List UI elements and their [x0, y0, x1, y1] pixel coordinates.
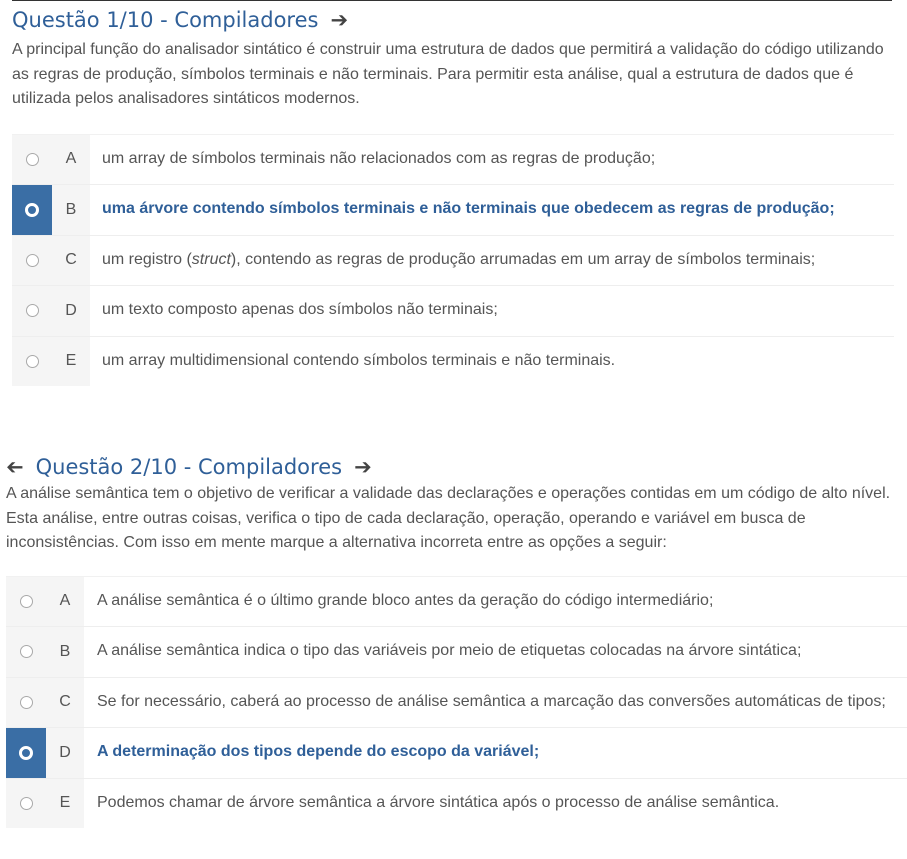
options-list — [6, 576, 907, 829]
option-letter: E — [46, 779, 84, 829]
option-text[interactable]: Podemos chamar de árvore semântica a árvore sintática após o processo de análise semântica. — [84, 779, 907, 829]
arrow-left-icon[interactable]: ➔ — [6, 455, 24, 479]
radio-button[interactable] — [26, 153, 39, 166]
question-title-text: Questão 2/10 - Compiladores — [35, 455, 343, 479]
question-title-text: Questão 1/10 - Compiladores — [12, 8, 319, 32]
radio-button[interactable] — [20, 696, 33, 709]
radio-button[interactable] — [20, 645, 33, 658]
option-letter: B — [46, 627, 84, 677]
radio-button[interactable] — [26, 254, 39, 267]
arrow-right-icon[interactable]: ➔ — [330, 8, 349, 32]
option-text[interactable]: um array multidimensional contendo símbolos terminais e não terminais. — [90, 337, 894, 387]
arrow-right-icon[interactable]: ➔ — [354, 455, 372, 479]
option-d[interactable] — [6, 727, 907, 778]
option-c[interactable] — [6, 677, 907, 728]
option-letter: B — [52, 185, 90, 235]
option-text[interactable]: uma árvore contendo símbolos terminais e não terminais que obedecem as regras de produção; — [90, 185, 894, 235]
option-letter: A — [52, 135, 90, 185]
option-c[interactable] — [12, 235, 894, 286]
option-e[interactable] — [6, 778, 907, 829]
option-a[interactable] — [12, 134, 894, 185]
option-letter: E — [52, 337, 90, 387]
option-text[interactable] — [90, 236, 894, 286]
option-letter: C — [52, 236, 90, 286]
option-b[interactable] — [12, 184, 894, 235]
question-text: A análise semântica tem o objetivo de verificar a validade das declarações e operações contidas em um código de alto nível. Esta análise, entre outras coisas, verifica o tipo de cada declaração, operação, operando e variável em busca de inconsistências. Com isso em mente marque a alternativa incorreta entre as opções a seguir: — [6, 485, 891, 551]
option-text[interactable]: um array de símbolos terminais não relacionados com as regras de produção; — [90, 135, 894, 185]
option-text[interactable]: Se for necessário, caberá ao processo de análise semântica a marcação das conversões automáticas de tipos; — [84, 678, 907, 728]
option-d[interactable] — [12, 285, 894, 336]
radio-button-selected[interactable] — [25, 203, 39, 217]
option-text-emphasis: struct — [191, 250, 231, 268]
question-title — [12, 5, 894, 35]
option-text[interactable]: A determinação dos tipos depende do escopo da variável; — [84, 728, 907, 778]
option-letter: D — [46, 728, 84, 778]
option-text[interactable]: A análise semântica é o último grande bloco antes da geração do código intermediário; — [84, 577, 907, 627]
option-text-part: um registro ( — [102, 250, 192, 268]
option-letter: D — [52, 286, 90, 336]
top-divider — [12, 0, 892, 1]
question-1 — [12, 0, 894, 386]
radio-button[interactable] — [20, 797, 33, 810]
question-title — [6, 452, 907, 482]
option-letter: C — [46, 678, 84, 728]
options-list — [12, 134, 894, 387]
option-text[interactable]: A análise semântica indica o tipo das variáveis por meio de etiquetas colocadas na árvore sintática; — [84, 627, 907, 677]
option-text-part: ), contendo as regras de produção arrumadas em um array de símbolos terminais; — [230, 250, 816, 268]
radio-button[interactable] — [26, 355, 39, 368]
question-text: A principal função do analisador sintático é construir uma estrutura de dados que permitirá a validação do código utilizando as regras de produção, símbolos terminais e não terminais. Para permitir esta análise, qual a estrutura de dados que é utilizada pelos analisadores sintáticos modernos. — [12, 41, 884, 107]
option-a[interactable] — [6, 576, 907, 627]
option-letter: A — [46, 577, 84, 627]
option-b[interactable] — [6, 626, 907, 677]
radio-button-selected[interactable] — [19, 746, 33, 760]
question-2 — [6, 452, 907, 828]
radio-button[interactable] — [20, 595, 33, 608]
option-text[interactable]: um texto composto apenas dos símbolos não terminais; — [90, 286, 894, 336]
radio-button[interactable] — [26, 304, 39, 317]
option-e[interactable] — [12, 336, 894, 387]
